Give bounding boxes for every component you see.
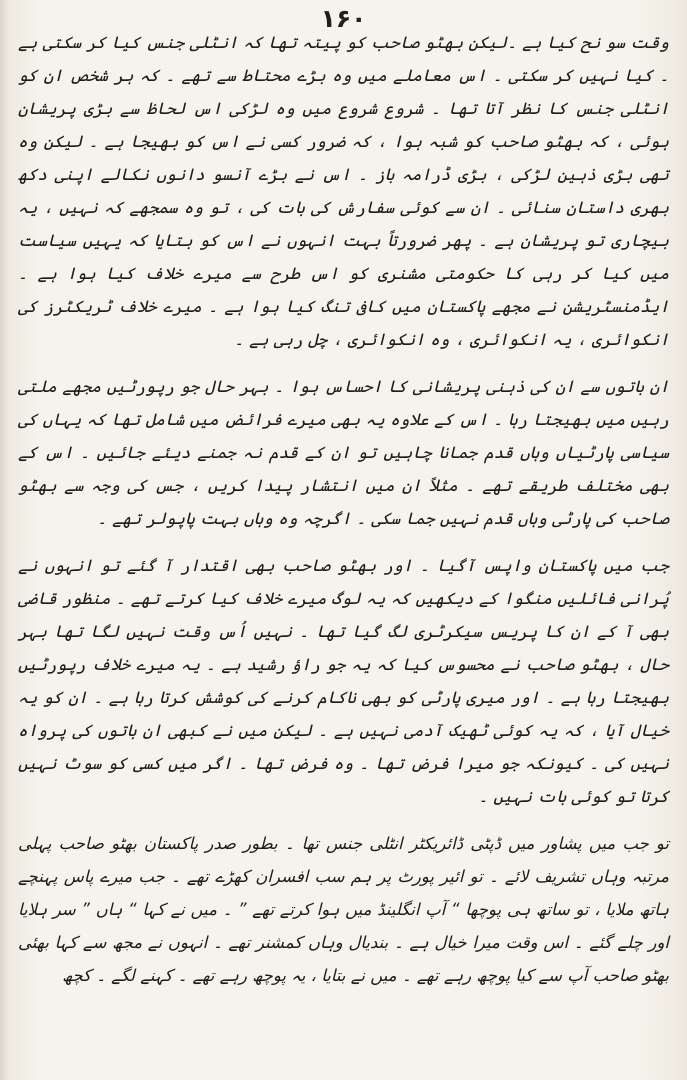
paragraph-1: وقت سو نح کیا ہے ۔لیکن بھٹو صاحب کو پیتہ تھا کہ انٹلی جنس کیا کر سکتی ہے ۔ کیا نہیں کر سکتی ۔ اس معاملے میں وہ بڑے محتاط سے تھے ۔ کہ ہر شخص ان کو انٹلی جنس کا نظر آتا تھا ۔ شروع شروع میں وہ لڑکی اس لحاظ سے بڑی پریشان ہوئی ، کہ بھٹو صاحب کو شبہ ہوا ، کہ ضرور کسی نے اس کو بھیجا ہے ۔ لیکن وہ تھی بڑی ذہین لڑکی ، بڑی ڈرامہ باز ۔ اس نے بڑے آنسو دانوں نکالے اپنی دکھ بھری داستان سنائی ۔ ان سے کوئی سفارش کی بات کی ، تو وہ سمجھے کہ نہیں ، یہ بیچاری تو پریشان ہے ۔ پھر ضرورتاً بہت انہوں نے اس کو بتایا کہ یہیں سیاست میں کیا کر رہی کا حکومتی مشنری کو اس طرح سے میرے خلاف کیا ہوا ہے ۔ ایڈمنسٹریشن نے مجھے پاکستان میں کافی تنگ کیا ہوا ہے ۔ میرے خلاف ٹریکٹرز کی انکوائری ، یہ انکوائری ، وہ انکوائری ، چل رہی ہے ۔	[18, 33, 669, 349]
page-body	[18, 26, 669, 992]
paragraph-3: جب میں پاکستان واپس آگیا ۔ اور بھٹو صاحب بھی اقتدار آ گئے تو انہوں نے پُرانی فائلیں منگوا کے دیکھیں کہ یہ لوگ میرے خلاف کیا کرتے تھے ۔ منظور قاضی بھی آ کے ان کا پریس سیکرٹری لگ گیا تھا ۔ نہیں اُس وقت نہیں لگا تھا بہر حال ، بھٹو صاحب نے محسوس کیا کہ یہ جو راؤ رشید ہے ۔ یہ میرے خلاف رپورٹیں بھیجتا رہا ہے ۔ اور میری پارٹی کو بھی ناکام کرنے کی کوشش کرتا رہا ہے ۔ ان کو یہ خیال آیا ، کہ یہ کوئی ٹھیک آدمی نہیں ہے ۔ لیکن میں نے کبھی ان باتوں کی پرواہ نہیں کی ۔ کیونکہ جو میرا فرض تھا ۔ وہ فرض تھا ۔ اگر میں کسی کو سوٹ نہیں کرتا تو کوئی بات نہیں ۔	[18, 556, 669, 806]
page-binding-shadow	[0, 0, 8, 1080]
paragraph-2: ان باتوں سے ان کی ذہنی پریشانی کا احساس ہوا ۔ بہر حال جو رپورٹیں مجھے ملتی رہیں میں بھیجتا رہا ۔ اس کے علاوہ یہ بھی میرے فرائض میں شامل تھا کہ یہاں کی سیاسی پارٹیاں وہاں قدم جمانا چاہیں تو ان کے قدم نہ جمنے دیئے جائیں ۔ اس کے بھی مختلف طریقے تھے ۔ مثلاً ان میں انتشار پیدا کریں ، جس کی وجہ سے بھٹو صاحب کی پارٹی وہاں قدم نہیں جما سکی ۔ اگرچہ وہ وہاں بہت پاپولر تھے ۔	[18, 377, 669, 528]
paragraph-4: تو جب میں پشاور میں ڈپٹی ڈائریکٹر انٹلی جنس تھا ۔ بطور صدر پاکستان بھٹو صاحب پہلی مرتبہ وہاں تشریف لائے ۔ تو ائیر پورٹ پر ہم سب افسران کھڑے تھے ۔ جب میرے پاس پہنچے ہاتھ ملایا ، تو ساتھ ہی پوچھا “ آپ انگلینڈ میں ہوا کرتے تھے ” ۔ میں نے کہا “ ہاں ” سر ہلایا اور چلے گئے ۔ اس وقت میرا خیال ہے ۔ بندیال وہاں کمشنر تھے ۔ انہوں نے مجھ سے کہا بھئی بھٹو صاحب آپ سے کیا پوچھ رہے تھے ۔ میں نے بتایا ، یہ پوچھ رہے تھے ۔ کہنے لگے ۔ کچھ	[18, 834, 669, 985]
page-number: ۱۶۰	[320, 4, 367, 33]
